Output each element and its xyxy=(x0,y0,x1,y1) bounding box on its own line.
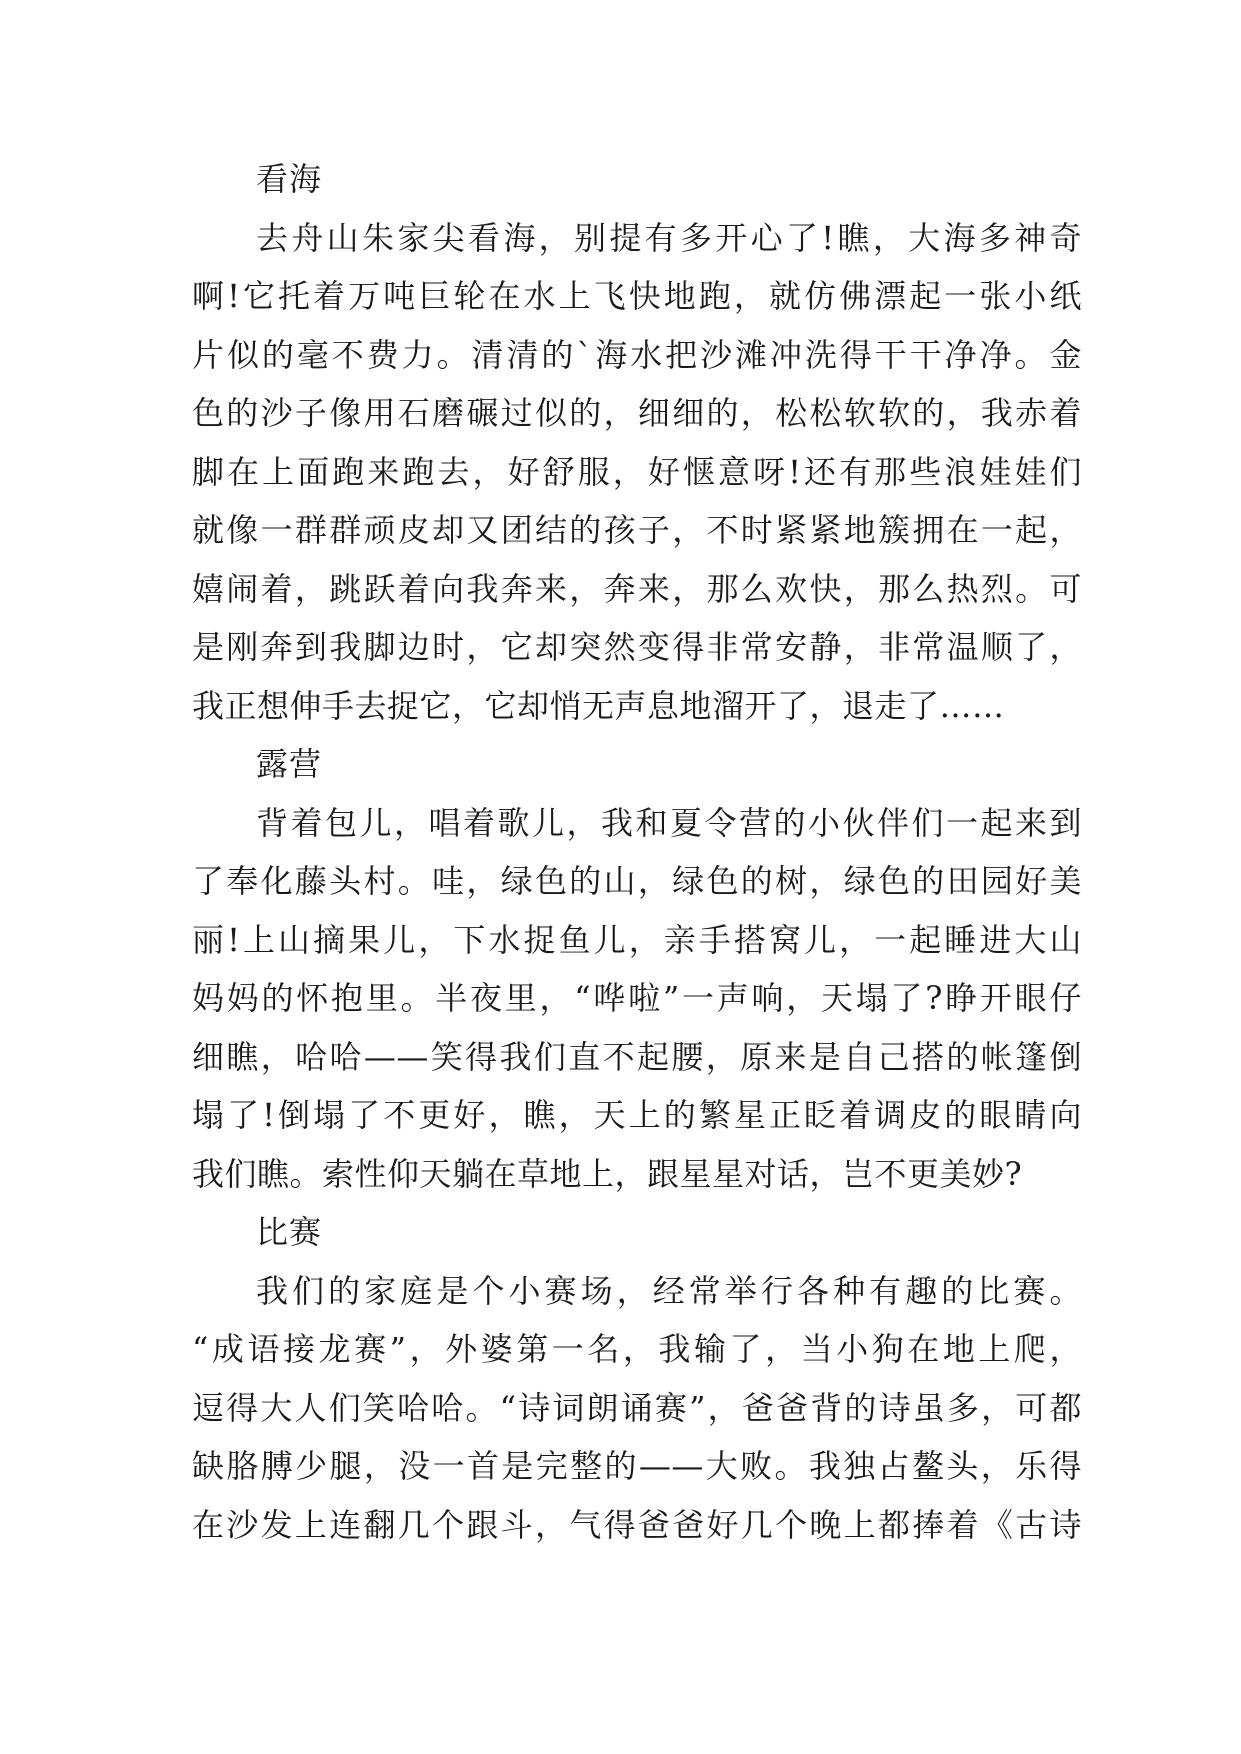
paragraph-line: 啊!它托着万吨巨轮在水上飞快地跑，就仿佛漂起一张小纸 xyxy=(192,277,1082,315)
paragraph-line: 我们的家庭是个小赛场，经常举行各种有趣的比赛。 xyxy=(256,1271,1082,1310)
paragraph-line: 嬉闹着，跳跃着向我奔来，奔来，那么欢快，那么热烈。可 xyxy=(192,569,1082,608)
paragraph-line: 就像一群群顽皮却又团结的孩子，不时紧紧地簇拥在一起， xyxy=(192,511,1082,549)
paragraph-line: 逗得大人们笑哈哈。“诗词朗诵赛”，爸爸背的诗虽多，可都 xyxy=(192,1388,1082,1427)
paragraph-line: 塌了!倒塌了不更好，瞧，天上的繁星正眨着调皮的眼睛向 xyxy=(192,1096,1082,1134)
paragraph-line: 是刚奔到我脚边时，它却突然变得非常安静，非常温顺了， xyxy=(192,628,1082,666)
paragraph-line: 丽!上山摘果儿，下水捉鱼儿，亲手搭窝儿，一起睡进大山 xyxy=(192,920,1082,959)
paragraph-line: 去舟山朱家尖看海，别提有多开心了!瞧，大海多神奇 xyxy=(256,218,1082,257)
paragraph-line: “成语接龙赛”，外婆第一名，我输了，当小狗在地上爬， xyxy=(192,1330,1082,1368)
paragraph-line: 妈妈的怀抱里。半夜里，“哗啦”一声响，天塌了?睁开眼仔 xyxy=(192,979,1082,1017)
paragraph-line: 在沙发上连翻几个跟斗，气得爸爸好几个晚上都捧着《古诗 xyxy=(192,1505,1082,1544)
section-title-sea: 看海 xyxy=(256,160,323,198)
paragraph-line: 色的沙子像用石磨碾过似的，细细的，松松软软的，我赤着 xyxy=(192,394,1082,432)
document-page xyxy=(192,150,1082,1554)
section-title-camping: 露营 xyxy=(256,745,323,783)
paragraph-line: 细瞧，哈哈——笑得我们直不起腰，原来是自己搭的帐篷倒 xyxy=(192,1037,1082,1076)
paragraph-line: 片似的毫不费力。清清的`海水把沙滩冲洗得干干净净。金 xyxy=(192,335,1082,374)
paragraph-line: 背着包儿，唱着歌儿，我和夏令营的小伙伴们一起来到 xyxy=(256,803,1082,842)
paragraph-line: 脚在上面跑来跑去，好舒服，好惬意呀!还有那些浪娃娃们 xyxy=(192,452,1082,491)
paragraph-line: 我正想伸手去捉它，它却悄无声息地溜开了，退走了…… xyxy=(192,686,1005,725)
section-title-contest: 比赛 xyxy=(256,1213,323,1251)
paragraph-line: 缺胳膊少腿，没一首是完整的——大败。我独占鳌头，乐得 xyxy=(192,1447,1082,1485)
paragraph-line: 了奉化藤头村。哇，绿色的山，绿色的树，绿色的田园好美 xyxy=(192,862,1082,900)
paragraph-line: 我们瞧。索性仰天躺在草地上，跟星星对话，岂不更美妙? xyxy=(192,1154,1023,1193)
